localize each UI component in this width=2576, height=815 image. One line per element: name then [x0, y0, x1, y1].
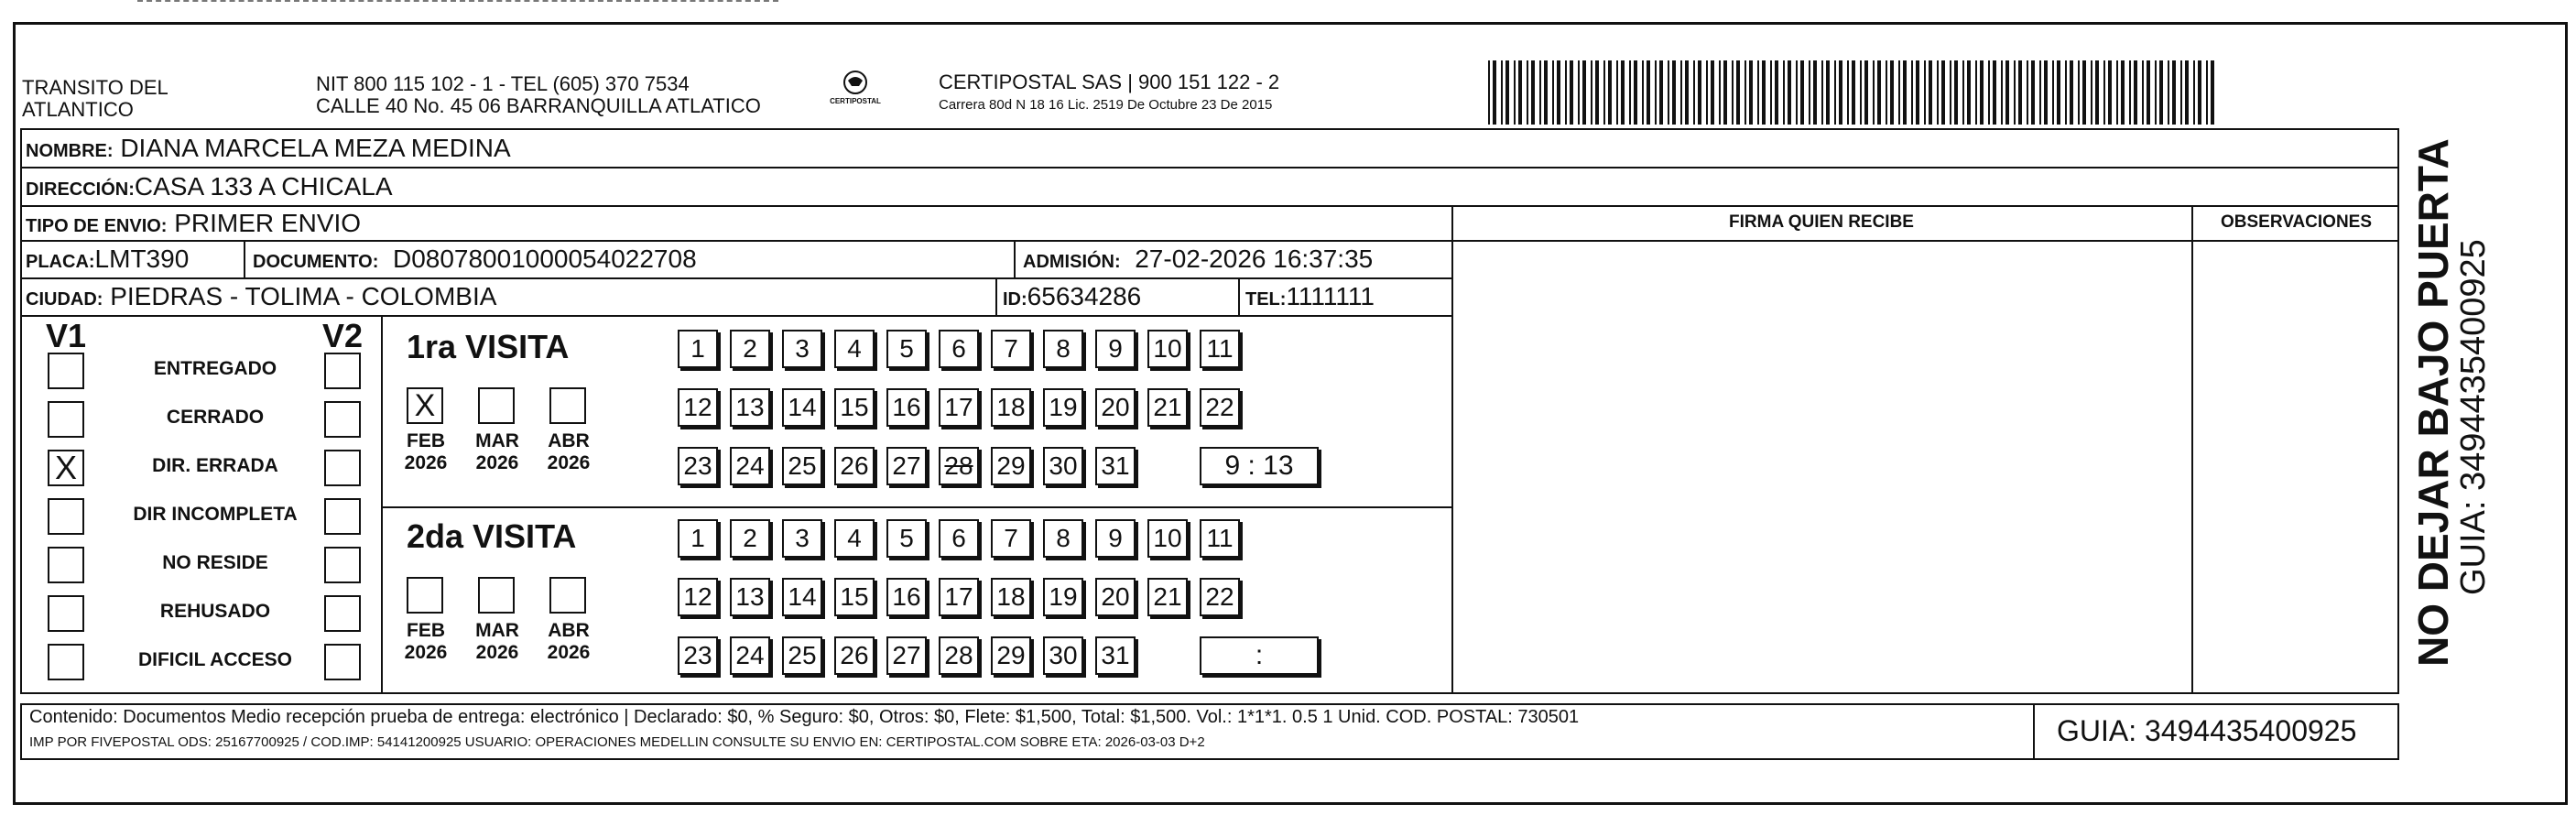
top-edge-marks — [137, 0, 778, 5]
status-label: DIR. ERRADA — [152, 455, 278, 476]
barcode-bar — [1962, 60, 1964, 125]
barcode-bar — [1723, 60, 1727, 125]
barcode-bar — [1570, 60, 1573, 125]
barcode-bar — [1911, 60, 1913, 125]
visit2-day-box[interactable]: 29 — [991, 636, 1031, 675]
barcode-bar — [1890, 60, 1894, 125]
barcode-bar — [1693, 60, 1695, 125]
visit1-day-box[interactable]: 19 — [1043, 388, 1083, 427]
visit2-day-box[interactable]: 9 — [1095, 519, 1136, 558]
direccion-value: CASA 133 A CHICALA — [134, 172, 393, 201]
visit2-month-year: 2026 — [547, 642, 591, 663]
barcode-bar — [1552, 60, 1554, 125]
id-value: 65634286 — [1027, 282, 1142, 310]
side-warning: NO DEJAR BAJO PUERTA — [2409, 138, 2457, 667]
barcode-bar — [1988, 60, 1990, 125]
barcode-bar — [1903, 60, 1907, 125]
visit1-day-box[interactable]: 9 — [1095, 330, 1136, 368]
tel-value: 1111111 — [1286, 282, 1375, 310]
visit1-month-year: 2026 — [547, 452, 591, 473]
col-head-line — [1451, 240, 2399, 242]
visit1-month-label: FEB — [407, 430, 445, 451]
visit2-day-box[interactable]: 15 — [834, 578, 875, 616]
visit2-day-box[interactable]: 24 — [730, 636, 770, 675]
barcode-bar — [2044, 60, 2048, 125]
barcode-bar — [2001, 60, 2003, 125]
barcode-bar — [1505, 60, 1509, 125]
visit2-day-box[interactable]: 28 — [939, 636, 979, 675]
org-contact: NIT 800 115 102 - 1 - TEL (605) 370 7534 CALLE 40 No. 45 06 BARRANQUILLA ATLATICO — [316, 72, 761, 117]
barcode-bar — [1608, 60, 1612, 125]
visit1-time-box[interactable]: 9 : 13 — [1200, 447, 1319, 485]
barcode-bar — [1770, 60, 1772, 125]
v2-status-checkbox[interactable] — [324, 547, 361, 583]
v2-status-checkbox[interactable] — [324, 595, 361, 632]
barcode-bar — [1839, 60, 1842, 125]
barcode-bar — [2082, 60, 2086, 125]
footer-divider — [2033, 703, 2035, 760]
barcode-bar — [2134, 60, 2137, 125]
barcode-bar — [2180, 60, 2182, 125]
direccion-row: DIRECCIÓN:CASA 133 A CHICALA — [26, 172, 393, 201]
barcode-bar — [1834, 60, 1836, 125]
barcode-bar — [1916, 60, 1919, 125]
visit2-month-label: FEB — [407, 620, 445, 641]
cell-line — [995, 277, 997, 315]
barcode-bar — [1821, 60, 1823, 125]
status-divider — [381, 315, 383, 694]
cell-line — [1238, 277, 1240, 315]
barcode-bar — [2078, 60, 2080, 125]
visit1-day-box[interactable]: 8 — [1043, 330, 1083, 368]
visit1-month-year: 2026 — [404, 452, 448, 473]
barcode-bar — [2206, 60, 2208, 125]
visit2-day-box[interactable]: 20 — [1095, 578, 1136, 616]
barcode-bar — [2095, 60, 2099, 125]
visit2-month-checkbox[interactable] — [478, 577, 515, 614]
barcode-bar — [1886, 60, 1887, 125]
visit2-day-box[interactable]: 27 — [886, 636, 927, 675]
barcode-bar — [1864, 60, 1868, 125]
barcode-bar — [2129, 60, 2131, 125]
barcode-bar — [1800, 60, 1804, 125]
visit2-day-box[interactable]: 1 — [678, 519, 718, 558]
visit1-month-year: 2026 — [475, 452, 519, 473]
visit2-month-checkbox[interactable] — [549, 577, 586, 614]
barcode-bar — [1668, 60, 1669, 125]
barcode-bar — [2172, 60, 2176, 125]
visit1-day-box[interactable]: 28 — [939, 447, 979, 485]
barcode-bar — [1698, 60, 1701, 125]
barcode-bar — [2014, 60, 2016, 125]
visit2-day-box[interactable]: 26 — [834, 636, 875, 675]
visit1-day-box[interactable]: 25 — [782, 447, 822, 485]
barcode-bar — [1788, 60, 1791, 125]
company-info: CERTIPOSTAL SAS | 900 151 122 - 2 Carrera 80d N 18 16 Lic. 2519 De Octubre 23 De 2015 — [939, 71, 1280, 113]
status-label: REHUSADO — [159, 601, 271, 622]
visit2-day-box[interactable]: 21 — [1147, 578, 1188, 616]
barcode-bar — [2065, 60, 2067, 125]
barcode-bar — [1582, 60, 1586, 125]
row-line — [20, 205, 2399, 207]
barcode-bar — [1591, 60, 1592, 125]
firma-header: FIRMA QUIEN RECIBE — [1729, 212, 1914, 232]
barcode-bar — [1629, 60, 1631, 125]
status-label: CERRADO — [166, 407, 265, 428]
barcode-bar — [1975, 60, 1977, 125]
v1-status-checkbox[interactable] — [48, 353, 84, 389]
visit1-day-box[interactable]: 11 — [1200, 330, 1240, 368]
barcode-bar — [2018, 60, 2022, 125]
barcode-bar — [1595, 60, 1599, 125]
v1-status-checkbox[interactable] — [48, 595, 84, 632]
barcode-bar — [1937, 60, 1939, 125]
barcode-bar — [2091, 60, 2092, 125]
visit1-day-box[interactable]: 3 — [782, 330, 822, 368]
v1-status-checkbox[interactable]: X — [48, 450, 84, 486]
barcode-bar — [2070, 60, 2073, 125]
visit2-day-box[interactable]: 10 — [1147, 519, 1188, 558]
v2-status-checkbox[interactable] — [324, 498, 361, 535]
barcode-bar — [1655, 60, 1657, 125]
visit1-month-checkbox[interactable]: X — [407, 387, 443, 424]
v1-header: V1 — [46, 317, 87, 354]
barcode — [1488, 60, 2216, 125]
admision-cell: ADMISIÓN: 27-02-2026 16:37:35 — [1023, 244, 1374, 273]
v2-status-checkbox[interactable] — [324, 644, 361, 680]
observaciones-header: OBSERVACIONES — [2220, 212, 2373, 232]
barcode-bar — [2116, 60, 2118, 125]
barcode-bar — [1527, 60, 1528, 125]
barcode-bar — [1736, 60, 1740, 125]
visit2-day-box[interactable]: 17 — [939, 578, 979, 616]
status-label: ENTREGADO — [153, 358, 277, 379]
v2-status-checkbox[interactable] — [324, 450, 361, 486]
barcode-bar — [1980, 60, 1984, 125]
visit1-day-box[interactable]: 29 — [991, 447, 1031, 485]
barcode-bar — [2147, 60, 2150, 125]
visit2-day-box[interactable]: 8 — [1043, 519, 1083, 558]
barcode-bar — [1493, 60, 1496, 125]
visit2-day-box[interactable]: 3 — [782, 519, 822, 558]
firma-divider — [1451, 205, 1453, 694]
visit1-day-box[interactable]: 26 — [834, 447, 875, 485]
barcode-bar — [1659, 60, 1663, 125]
status-label: NO RESIDE — [162, 552, 268, 573]
visit2-day-box[interactable]: 5 — [886, 519, 927, 558]
admision-value: 27-02-2026 16:37:35 — [1135, 244, 1374, 273]
barcode-bar — [2142, 60, 2144, 125]
v1-status-checkbox[interactable] — [48, 547, 84, 583]
barcode-bar — [1809, 60, 1810, 125]
cell-line — [1014, 240, 1016, 277]
barcode-bar — [1813, 60, 1817, 125]
tel-cell: TEL:1111111 — [1245, 282, 1375, 310]
visit1-day-box[interactable]: 4 — [834, 330, 875, 368]
barcode-bar — [1647, 60, 1650, 125]
visit1-day-box[interactable]: 7 — [991, 330, 1031, 368]
barcode-bar — [2159, 60, 2163, 125]
footer-content-line: Contenido: Documentos Medio recepción prueba de entrega: electrónico | Declarado: $0, % Seguro: $0, Otros: $0, Flete: $1,500, Total: $1,500. Vol.: 1*1*1. 0.5 1 Unid. COD. POSTAL: 730501 — [29, 707, 1580, 727]
v2-header: V2 — [322, 317, 364, 354]
observaciones-divider — [2191, 205, 2193, 694]
barcode-bar — [1565, 60, 1567, 125]
barcode-bar — [1749, 60, 1753, 125]
visit2-day-box[interactable]: 25 — [782, 636, 822, 675]
barcode-bar — [1929, 60, 1932, 125]
status-label: DIFICIL ACCESO — [137, 649, 292, 670]
barcode-bar — [1634, 60, 1637, 125]
visit2-day-box[interactable]: 22 — [1200, 578, 1240, 616]
visit2-day-box[interactable]: 4 — [834, 519, 875, 558]
visit2-day-box[interactable]: 19 — [1043, 578, 1083, 616]
barcode-bar — [1539, 60, 1541, 125]
visit1-day-box[interactable]: 14 — [782, 388, 822, 427]
v2-status-checkbox[interactable] — [324, 401, 361, 438]
visit1-day-box[interactable]: 24 — [730, 447, 770, 485]
visit2-month-label: MAR — [475, 620, 519, 641]
v1-status-checkbox[interactable] — [48, 498, 84, 535]
barcode-bar — [2121, 60, 2125, 125]
barcode-bar — [1898, 60, 1900, 125]
barcode-bar — [1860, 60, 1862, 125]
visit2-month-year: 2026 — [475, 642, 519, 663]
nombre-value: DIANA MARCELA MEZA MEDINA — [120, 134, 511, 162]
footer-guia: GUIA: 3494435400925 — [2057, 714, 2357, 747]
visit1-day-box[interactable]: 2 — [730, 330, 770, 368]
barcode-bar — [2211, 60, 2214, 125]
visit1-day-box[interactable]: 17 — [939, 388, 979, 427]
barcode-bar — [1685, 60, 1689, 125]
nombre-row: NOMBRE: DIANA MARCELA MEZA MEDINA — [26, 134, 511, 162]
visit-divider — [381, 506, 1453, 508]
barcode-bar — [1954, 60, 1958, 125]
status-label: DIR INCOMPLETA — [133, 504, 298, 525]
barcode-bar — [1706, 60, 1708, 125]
visit2-day-box[interactable]: 12 — [678, 578, 718, 616]
cell-line — [244, 240, 245, 277]
barcode-bar — [1847, 60, 1849, 125]
barcode-bar — [1642, 60, 1644, 125]
v1-status-checkbox[interactable] — [48, 644, 84, 680]
barcode-bar — [1877, 60, 1881, 125]
v2-status-checkbox[interactable] — [324, 353, 361, 389]
org-name: TRANSITO DEL ATLANTICO — [22, 76, 168, 121]
barcode-bar — [1826, 60, 1830, 125]
barcode-bar — [1514, 60, 1516, 125]
visit1-month-checkbox[interactable] — [549, 387, 586, 424]
barcode-bar — [1518, 60, 1522, 125]
documento-value: D08078001000054022708 — [392, 244, 697, 273]
barcode-bar — [1501, 60, 1503, 125]
ciudad-value: PIEDRAS - TOLIMA - COLOMBIA — [110, 282, 497, 310]
visit1-day-box[interactable]: 20 — [1095, 388, 1136, 427]
row-line — [20, 315, 1453, 317]
visit1-day-box[interactable]: 1 — [678, 330, 718, 368]
visit1-day-box[interactable]: 10 — [1147, 330, 1188, 368]
visit2-day-box[interactable]: 30 — [1043, 636, 1083, 675]
placa-cell: PLACA:LMT390 — [26, 244, 190, 273]
barcode-bar — [2193, 60, 2195, 125]
barcode-bar — [1852, 60, 1855, 125]
documento-cell: DOCUMENTO: D08078001000054022708 — [253, 244, 697, 273]
barcode-bar — [1557, 60, 1560, 125]
barcode-bar — [1873, 60, 1875, 125]
visit2-month-label: ABR — [548, 620, 590, 641]
visit2-month-year: 2026 — [404, 642, 448, 663]
barcode-bar — [1680, 60, 1682, 125]
side-guia: GUIA: 3494435400925 — [2454, 239, 2493, 595]
barcode-bar — [1757, 60, 1759, 125]
barcode-bar — [1711, 60, 1714, 125]
barcode-bar — [1941, 60, 1945, 125]
visit1-day-box[interactable]: 27 — [886, 447, 927, 485]
barcode-bar — [1621, 60, 1625, 125]
barcode-bar — [2198, 60, 2201, 125]
visit2-day-box[interactable]: 7 — [991, 519, 1031, 558]
visit2-day-box[interactable]: 16 — [886, 578, 927, 616]
tipo-envio-value: PRIMER ENVIO — [174, 209, 362, 237]
barcode-bar — [1796, 60, 1798, 125]
barcode-bar — [1967, 60, 1971, 125]
visit1-title: 1ra VISITA — [407, 328, 570, 365]
barcode-bar — [1993, 60, 1996, 125]
id-cell: ID:65634286 — [1003, 282, 1142, 310]
barcode-bar — [1578, 60, 1580, 125]
barcode-bar — [2031, 60, 2035, 125]
visit2-day-box[interactable]: 2 — [730, 519, 770, 558]
v1-status-checkbox[interactable] — [48, 401, 84, 438]
barcode-bar — [1603, 60, 1605, 125]
barcode-bar — [2027, 60, 2028, 125]
barcode-bar — [2155, 60, 2157, 125]
visit1-month-label: MAR — [475, 430, 519, 451]
visit1-day-box[interactable]: 18 — [991, 388, 1031, 427]
barcode-bar — [2185, 60, 2189, 125]
visit1-day-box[interactable]: 21 — [1147, 388, 1188, 427]
barcode-bar — [1732, 60, 1734, 125]
barcode-bar — [1719, 60, 1721, 125]
visit2-day-box[interactable]: 23 — [678, 636, 718, 675]
visit1-month-label: ABR — [548, 430, 590, 451]
visit1-month-checkbox[interactable] — [478, 387, 515, 424]
visit1-day-box[interactable]: 16 — [886, 388, 927, 427]
visit2-time-box[interactable]: : — [1200, 636, 1319, 675]
barcode-bar — [2103, 60, 2105, 125]
row-line — [20, 167, 2399, 168]
barcode-bar — [1783, 60, 1785, 125]
barcode-bar — [2052, 60, 2054, 125]
barcode-bar — [2108, 60, 2112, 125]
visit1-day-box[interactable]: 12 — [678, 388, 718, 427]
barcode-bar — [2039, 60, 2041, 125]
barcode-bar — [1775, 60, 1778, 125]
barcode-bar — [2057, 60, 2060, 125]
visit1-day-box[interactable]: 13 — [730, 388, 770, 427]
barcode-bar — [1745, 60, 1746, 125]
barcode-bar — [2168, 60, 2169, 125]
barcode-bar — [1762, 60, 1766, 125]
footer-print-line: IMP POR FIVEPOSTAL ODS: 25167700925 / COD.IMP: 54141200925 USUARIO: OPERACIONES MEDELLIN CONSULTE SU ENVIO EN: CERTIPOSTAL.COM SOBRE ETA: 2026-03-03 D+2 — [29, 734, 1205, 750]
barcode-bar — [1544, 60, 1548, 125]
visit2-title: 2da VISITA — [407, 517, 577, 555]
ciudad-cell: CIUDAD: PIEDRAS - TOLIMA - COLOMBIA — [26, 282, 497, 310]
tipo-envio-row: TIPO DE ENVIO: PRIMER ENVIO — [26, 209, 362, 237]
visit1-day-box[interactable]: 30 — [1043, 447, 1083, 485]
visit1-day-box[interactable]: 5 — [886, 330, 927, 368]
barcode-bar — [2005, 60, 2009, 125]
certipostal-logo: CERTIPOSTAL — [829, 70, 882, 110]
barcode-bar — [1924, 60, 1926, 125]
visit2-day-box[interactable]: 6 — [939, 519, 979, 558]
visit1-day-box[interactable]: 22 — [1200, 388, 1240, 427]
barcode-bar — [1616, 60, 1618, 125]
placa-value: LMT390 — [94, 244, 190, 273]
barcode-bar — [1531, 60, 1535, 125]
barcode-bar — [1950, 60, 1951, 125]
visit2-month-checkbox[interactable] — [407, 577, 443, 614]
visit2-day-box[interactable]: 11 — [1200, 519, 1240, 558]
visit2-day-box[interactable]: 31 — [1095, 636, 1136, 675]
visit2-day-box[interactable]: 13 — [730, 578, 770, 616]
visit2-day-box[interactable]: 14 — [782, 578, 822, 616]
visit1-day-box[interactable]: 15 — [834, 388, 875, 427]
visit1-day-box[interactable]: 6 — [939, 330, 979, 368]
visit2-day-box[interactable]: 18 — [991, 578, 1031, 616]
barcode-bar — [1488, 60, 1490, 125]
visit1-day-box[interactable]: 23 — [678, 447, 718, 485]
visit1-day-box[interactable]: 31 — [1095, 447, 1136, 485]
barcode-bar — [1672, 60, 1676, 125]
